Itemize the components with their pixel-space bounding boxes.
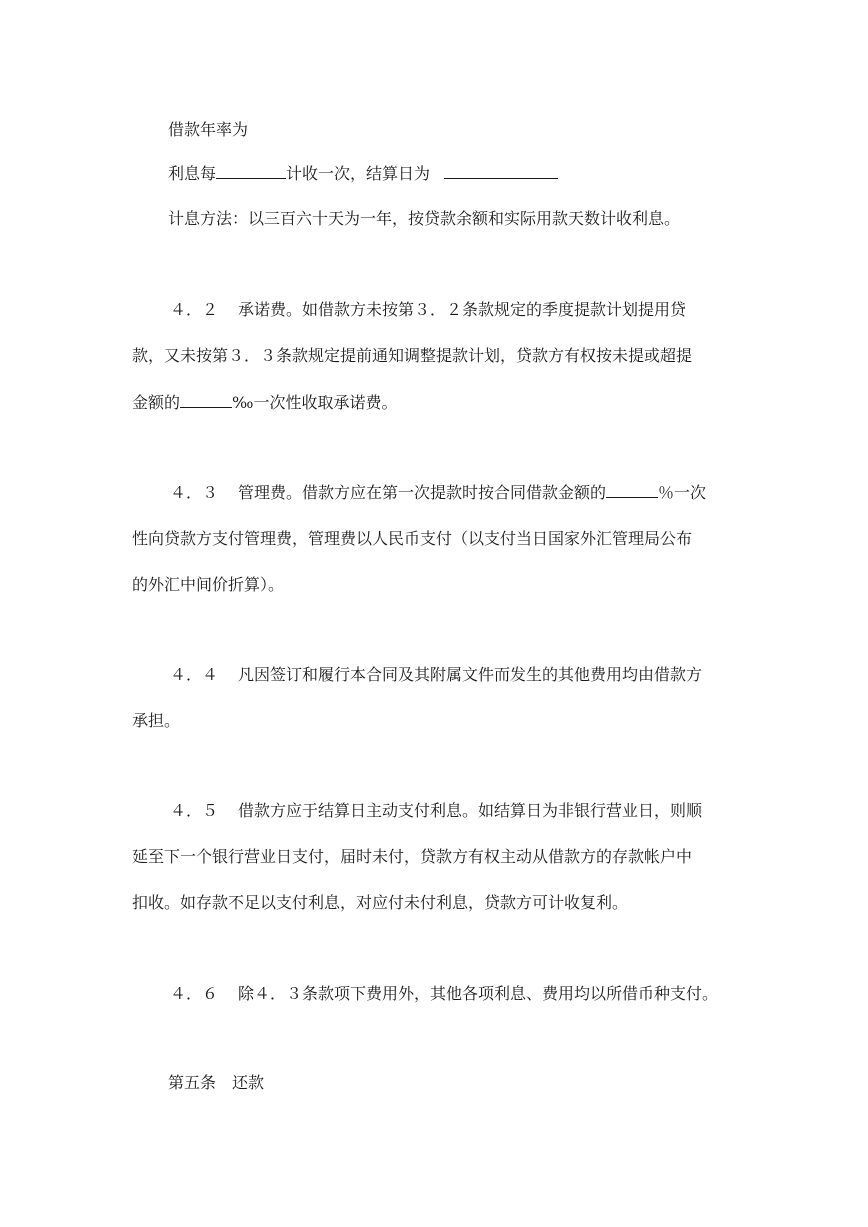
interest-period-line — [168, 164, 558, 184]
clause-4-6-line-1 — [170, 984, 718, 1004]
commitment-fee-blank — [180, 393, 232, 408]
clause-4-4-line-2 — [132, 711, 180, 731]
management-fee-blank — [606, 483, 658, 498]
clause-4-5-line-3 — [132, 893, 628, 913]
clause-4-6-number: ４．６ — [170, 984, 219, 1003]
clause-4-4-line-1 — [170, 665, 702, 685]
clause-4-3-line-3 — [132, 575, 284, 595]
clause-4-2-text-3-suffix: ‰一次性收取承诺费。 — [232, 393, 398, 412]
clause-4-3-line-1 — [170, 483, 706, 503]
clause-4-5-line-1 — [170, 801, 702, 821]
interest-rate-line — [168, 120, 248, 140]
clause-4-4-number: ４．４ — [170, 665, 219, 684]
article-5-heading-text: 第五条 还款 — [168, 1073, 265, 1092]
clause-4-3-text-3: 的外汇中间价折算）。 — [132, 575, 285, 594]
clause-4-4-text-2: 承担。 — [132, 711, 181, 730]
clause-4-5-number: ４．５ — [170, 801, 219, 820]
clause-4-6-text-1: 除４．３条款项下费用外，其他各项利息、费用均以所借币种支付。 — [238, 984, 719, 1003]
clause-4-2-text-2: 款，又未按第３．３条款规定提前通知调整提款计划，贷款方有权按未提或超提 — [132, 346, 693, 365]
interest-method-line — [168, 209, 680, 229]
clause-4-3-text-1-prefix: 管理费。借款方应在第一次提款时按合同借款金额的 — [238, 483, 607, 502]
interest-period-prefix: 利息每 — [168, 164, 217, 183]
clause-4-2-line-2 — [132, 346, 692, 366]
clause-4-5-text-3: 扣收。如存款不足以支付利息，对应付未付利息，贷款方可计收复利。 — [132, 893, 629, 912]
clause-4-5-text-2: 延至下一个银行营业日支付，届时未付，贷款方有权主动从借款方的存款帐户中 — [132, 847, 693, 866]
settlement-date-blank — [444, 164, 558, 179]
clause-4-2-text-1: 承诺费。如借款方未按第３．２条款规定的季度提款计划提用贷 — [238, 300, 687, 319]
clause-4-2-line-3 — [132, 393, 398, 413]
interest-method-text: 计息方法：以三百六十天为一年，按贷款余额和实际用款天数计收利息。 — [168, 209, 681, 228]
clause-4-4-text-1: 凡因签订和履行本合同及其附属文件而发生的其他费用均由借款方 — [238, 665, 703, 684]
clause-4-2-number: ４．２ — [170, 300, 219, 319]
interest-period-middle: 计收一次，结算日为 — [286, 164, 431, 183]
clause-4-3-line-2 — [132, 529, 692, 549]
clause-4-5-line-2 — [132, 847, 692, 867]
clause-4-2-line-1 — [170, 300, 686, 320]
clause-4-2-text-3-prefix: 金额的 — [132, 393, 181, 412]
article-5-heading — [168, 1073, 264, 1093]
clause-4-3-text-2: 性向贷款方支付管理费，管理费以人民币支付（以支付当日国家外汇管理局公布 — [132, 529, 693, 548]
clause-4-3-number: ４．３ — [170, 483, 219, 502]
interest-period-blank — [216, 164, 286, 179]
clause-4-5-text-1: 借款方应于结算日主动支付利息。如结算日为非银行营业日，则顺 — [238, 801, 703, 820]
clause-4-3-text-1-suffix: ％一次 — [658, 483, 707, 502]
interest-rate-label: 借款年率为 — [168, 120, 249, 139]
